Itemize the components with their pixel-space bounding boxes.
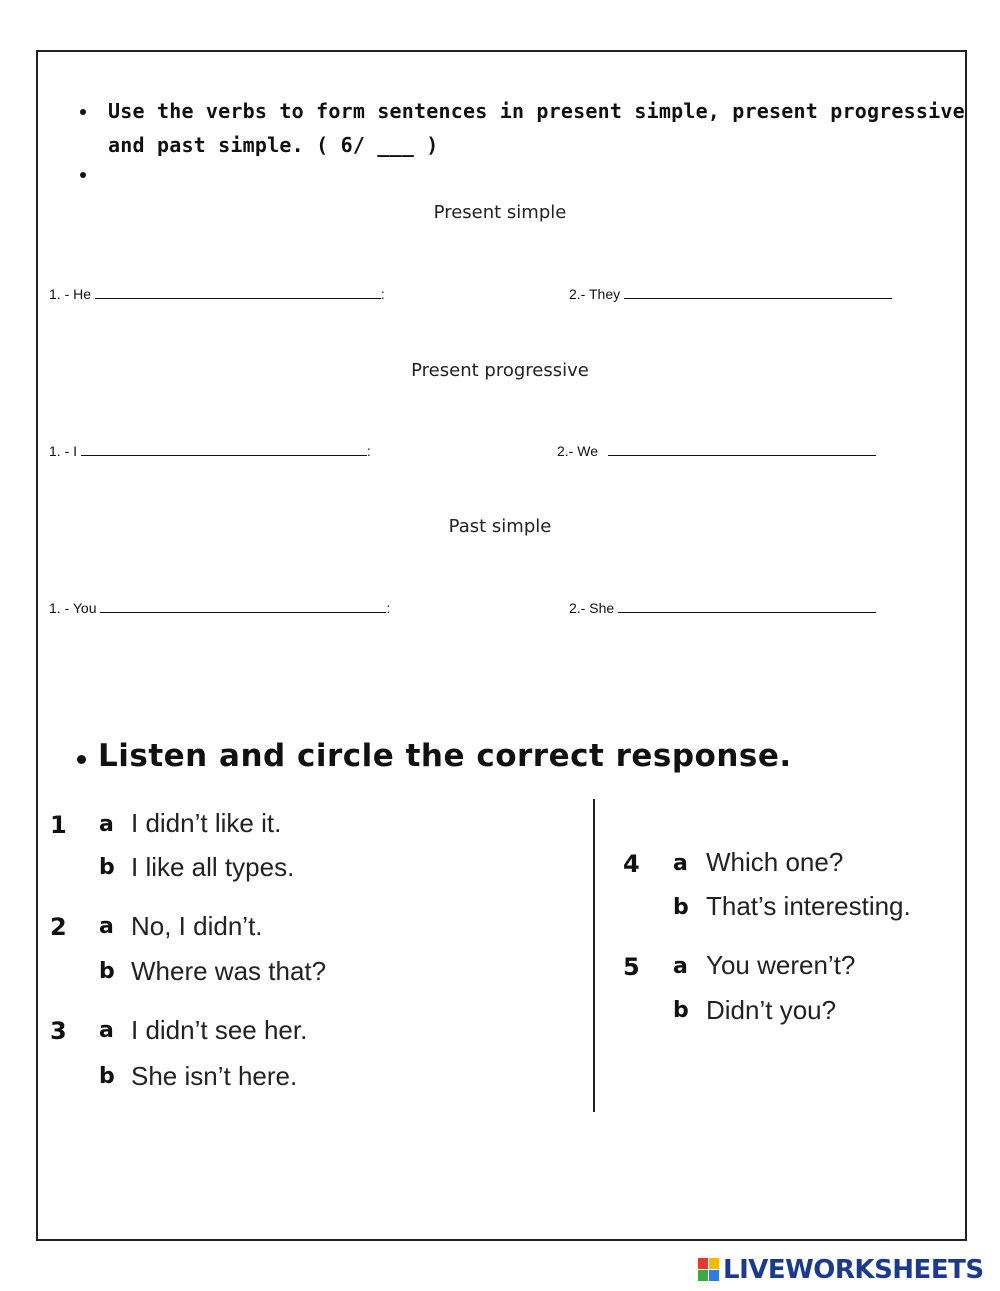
option-letter-a: a [99, 1018, 114, 1043]
option-letter-b: b [99, 959, 115, 984]
logo-mark-icon [698, 1258, 720, 1282]
answer-row-2-left [49, 443, 371, 459]
answer-label: 2.- We [557, 443, 598, 459]
liveworksheets-logo [698, 1256, 984, 1284]
option-2a[interactable]: No, I didn’t. [131, 911, 263, 941]
item-number: 1 [50, 811, 67, 839]
section-title-present-progressive: Present progressive [411, 360, 589, 381]
option-letter-b: b [99, 855, 115, 880]
answer-blank[interactable] [608, 443, 876, 456]
answer-label: 1. - I [49, 443, 78, 459]
answer-blank[interactable] [100, 600, 386, 613]
answer-row-1-right [569, 286, 892, 302]
answer-label: 2.- They [569, 286, 621, 302]
bullet-icon [80, 109, 86, 115]
answer-row-2-right [557, 443, 876, 459]
option-3b[interactable]: She isn’t here. [131, 1061, 298, 1091]
item-number: 3 [50, 1017, 67, 1045]
instruction-line-1: Use the verbs to form sentences in present simple, present progressive [108, 99, 965, 123]
answer-blank[interactable] [81, 443, 367, 456]
answer-row-3-right [569, 600, 876, 616]
option-4a[interactable]: Which one? [706, 847, 844, 877]
option-letter-b: b [99, 1064, 115, 1089]
answer-blank[interactable] [618, 600, 876, 613]
listen-heading: Listen and circle the correct response. [98, 738, 792, 774]
answer-end: : [380, 286, 385, 302]
item-number: 5 [623, 953, 640, 981]
answer-end: : [366, 443, 371, 459]
option-4b[interactable]: That’s interesting. [706, 891, 911, 921]
option-5b[interactable]: Didn’t you? [706, 995, 837, 1025]
option-letter-b: b [673, 998, 689, 1023]
option-letter-a: a [673, 954, 688, 979]
option-5a[interactable]: You weren’t? [706, 950, 856, 980]
bullet-icon [77, 755, 86, 764]
option-letter-a: a [99, 812, 114, 837]
option-letter-a: a [673, 851, 688, 876]
section-title-past-simple: Past simple [448, 516, 552, 537]
answer-row-3-left [49, 600, 390, 616]
answer-label: 2.- She [569, 600, 615, 616]
option-3a[interactable]: I didn’t see her. [131, 1015, 308, 1045]
option-letter-b: b [673, 895, 689, 920]
answer-label: 1. - He [49, 286, 92, 302]
brand-name: LIVEWORKSHEETS [723, 1255, 984, 1285]
option-2b[interactable]: Where was that? [131, 956, 327, 986]
answer-end: : [386, 600, 391, 616]
option-1a[interactable]: I didn’t like it. [131, 808, 282, 838]
answer-row-1-left [49, 286, 385, 302]
bullet-icon [80, 172, 86, 178]
option-letter-a: a [99, 914, 114, 939]
answer-blank[interactable] [624, 286, 892, 299]
answer-label: 1. - You [49, 600, 97, 616]
item-number: 2 [50, 913, 67, 941]
section-title-present-simple: Present simple [433, 202, 567, 223]
instruction-line-2: and past simple. ( 6/ ___ ) [108, 133, 439, 157]
answer-blank[interactable] [95, 286, 381, 299]
option-1b[interactable]: I like all types. [131, 852, 295, 882]
item-number: 4 [623, 850, 640, 878]
column-divider [593, 799, 595, 1112]
